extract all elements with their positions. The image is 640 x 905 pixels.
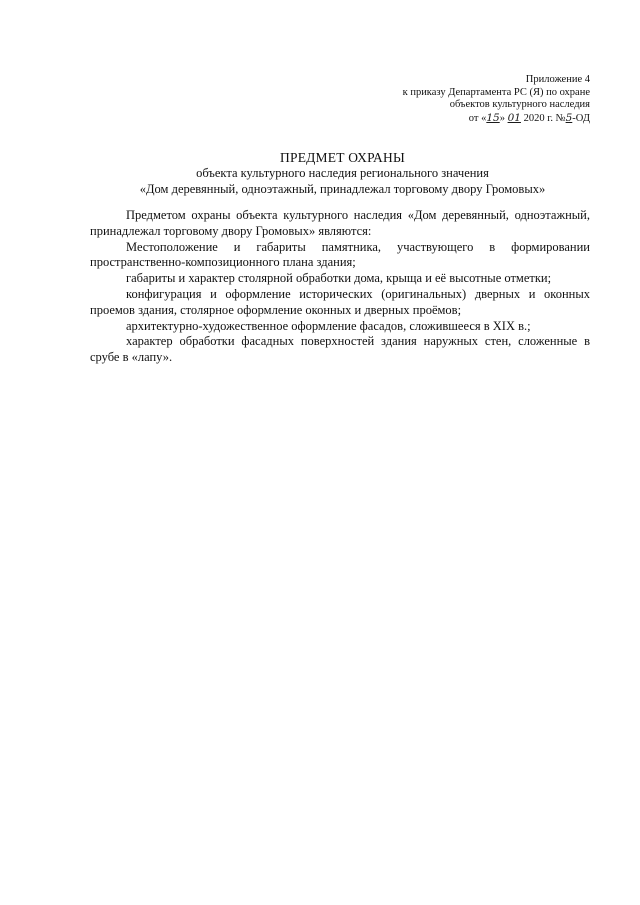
annex-header xyxy=(403,74,590,125)
handwritten-month: 01 xyxy=(507,111,521,124)
date-mid: » xyxy=(499,112,505,124)
title-block xyxy=(95,149,590,197)
annex-order-reference-cont: объектов культурного наследия xyxy=(449,99,590,110)
annex-date-line xyxy=(403,112,590,126)
paragraph-dimensions: габариты и характер столярной обработки дома, крыща и её высотные отметки; xyxy=(126,271,552,286)
handwritten-day: 15 xyxy=(486,111,500,124)
paragraph-openings: конфигурация и оформление исторических (оригинальных) дверных и оконных проемов здания, столярное оформление оконных и дверных проёмов; xyxy=(90,286,590,317)
title-object-name: «Дом деревянный, одноэтажный, принадлежал торговому двору Громовых» xyxy=(139,181,546,196)
title-subtitle: объекта культурного наследия регионального значения xyxy=(196,166,489,180)
page-title: ПРЕДМЕТ ОХРАНЫ xyxy=(280,150,405,165)
paragraph-walls: характер обработки фасадных поверхностей здания наружных стен, сложенные в срубе в «лапу». xyxy=(90,334,590,365)
handwritten-order-number: 5 xyxy=(565,111,573,124)
annex-order-reference: к приказу Департамента РС (Я) по охране xyxy=(402,86,590,98)
paragraph-intro: Предметом охраны объекта культурного наследия «Дом деревянный, одноэтажный, принадлежал торговому двору Громовых» являются: xyxy=(90,208,590,238)
paragraph-facades: архитектурно-художественное оформление фасадов, сложившееся в XIX в.; xyxy=(126,318,531,333)
order-suffix: -ОД xyxy=(572,112,590,124)
paragraph-location: Местоположение и габариты памятника, участвующего в формировании пространственно-композиционного плана здания; xyxy=(90,239,590,270)
date-year: 2020 г. № xyxy=(523,112,566,124)
document-body xyxy=(90,208,590,366)
annex-number: Приложение 4 xyxy=(525,74,590,85)
date-prefix: от « xyxy=(468,112,487,124)
